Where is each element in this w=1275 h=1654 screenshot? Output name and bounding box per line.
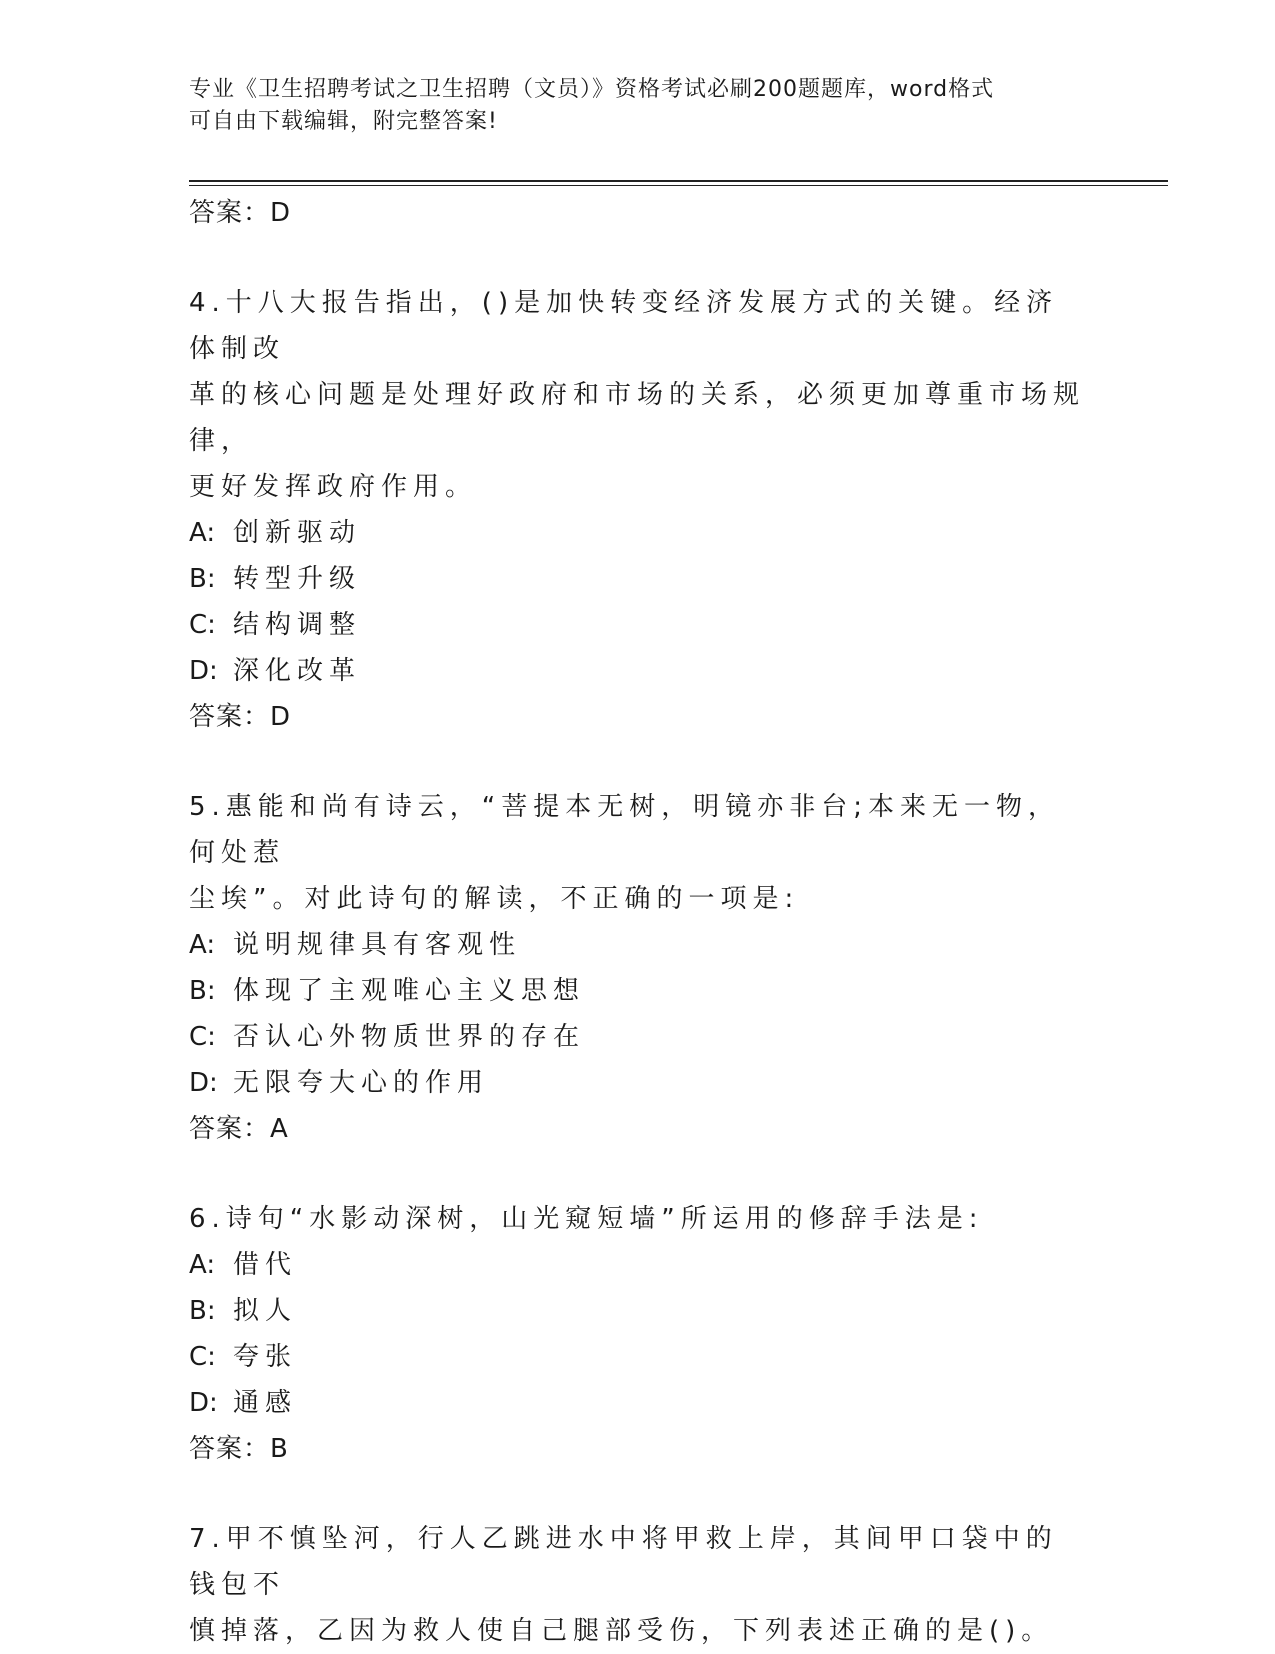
option-text: 深化改革 <box>233 656 362 686</box>
answer-option <box>189 968 1089 1014</box>
answer-option <box>189 1242 1089 1288</box>
option-text: 借代 <box>233 1250 298 1280</box>
question-text-line: 5.惠能和尚有诗云，“菩提本无树，明镜亦非台;本来无一物，何处惹 <box>189 792 1061 868</box>
option-letter: D: <box>189 1388 218 1418</box>
question-text-line: 7.甲不慎坠河，行人乙跳进水中将甲救上岸，其间甲口袋中的钱包不 <box>189 1524 1058 1600</box>
question-block <box>189 784 1089 1152</box>
question-spacer <box>189 1152 1089 1196</box>
answer-option <box>189 602 1089 648</box>
question-block <box>189 1516 1089 1654</box>
question-spacer <box>189 1472 1089 1516</box>
answer-line: 答案：A <box>189 1114 289 1144</box>
answer-option <box>189 510 1089 556</box>
option-letter: D: <box>189 656 218 686</box>
answer-option <box>189 1334 1089 1380</box>
option-letter: A: <box>189 518 216 548</box>
answer-line: 答案：B <box>189 1434 289 1464</box>
option-letter: A: <box>189 930 216 960</box>
option-letter: C: <box>189 610 216 640</box>
answer-option <box>189 922 1089 968</box>
option-letter: C: <box>189 1022 216 1052</box>
question-list <box>189 236 1089 1654</box>
question-text-line: 4.十八大报告指出，()是加快转变经济发展方式的关键。经济体制改 <box>189 288 1059 364</box>
document-header <box>189 74 1089 138</box>
option-text: 说明规律具有客观性 <box>233 930 522 960</box>
answer-line: 答案：D <box>189 198 292 228</box>
option-text: 结构调整 <box>233 610 362 640</box>
option-letter: B: <box>189 976 216 1006</box>
answer-option <box>189 1288 1089 1334</box>
question-block <box>189 280 1089 740</box>
option-text: 无限夸大心的作用 <box>233 1068 490 1098</box>
question-spacer <box>189 236 1089 280</box>
header-divider <box>189 180 1168 182</box>
option-letter: B: <box>189 1296 216 1326</box>
option-text: 否认心外物质世界的存在 <box>233 1022 586 1052</box>
option-letter: B: <box>189 564 216 594</box>
option-text: 通感 <box>233 1388 298 1418</box>
document-body <box>189 190 1089 1654</box>
option-text: 拟人 <box>233 1296 298 1326</box>
answer-line: 答案：D <box>189 702 292 732</box>
answer-option <box>189 556 1089 602</box>
header-divider-thin <box>189 185 1168 186</box>
option-text: 创新驱动 <box>233 518 362 548</box>
question-text-line: 尘埃”。对此诗句的解读，不正确的一项是: <box>189 884 800 914</box>
question-block <box>189 1196 1089 1472</box>
answer-option <box>189 1014 1089 1060</box>
option-letter: C: <box>189 1342 216 1372</box>
question-text-line: 革的核心问题是处理好政府和市场的关系，必须更加尊重市场规律， <box>189 380 1086 456</box>
option-letter: D: <box>189 1068 218 1098</box>
answer-option <box>189 1060 1089 1106</box>
question-text-line: 6.诗句“水影动深树，山光窥短墙”所运用的修辞手法是: <box>189 1204 984 1234</box>
option-text: 夸张 <box>233 1342 298 1372</box>
question-text-line: 慎掉落，乙因为救人使自己腿部受伤，下列表述正确的是()。 <box>189 1616 1054 1646</box>
header-line-2: 可自由下载编辑，附完整答案! <box>189 109 498 134</box>
option-letter: A: <box>189 1250 216 1280</box>
option-text: 转型升级 <box>233 564 362 594</box>
question-text-line: 更好发挥政府作用。 <box>189 472 478 502</box>
option-text: 体现了主观唯心主义思想 <box>233 976 586 1006</box>
header-line-1: 专业《卫生招聘考试之卫生招聘（文员）》资格考试必刷200题题库，word格式 <box>189 77 995 102</box>
question-spacer <box>189 740 1089 784</box>
answer-option <box>189 1380 1089 1426</box>
answer-option <box>189 648 1089 694</box>
